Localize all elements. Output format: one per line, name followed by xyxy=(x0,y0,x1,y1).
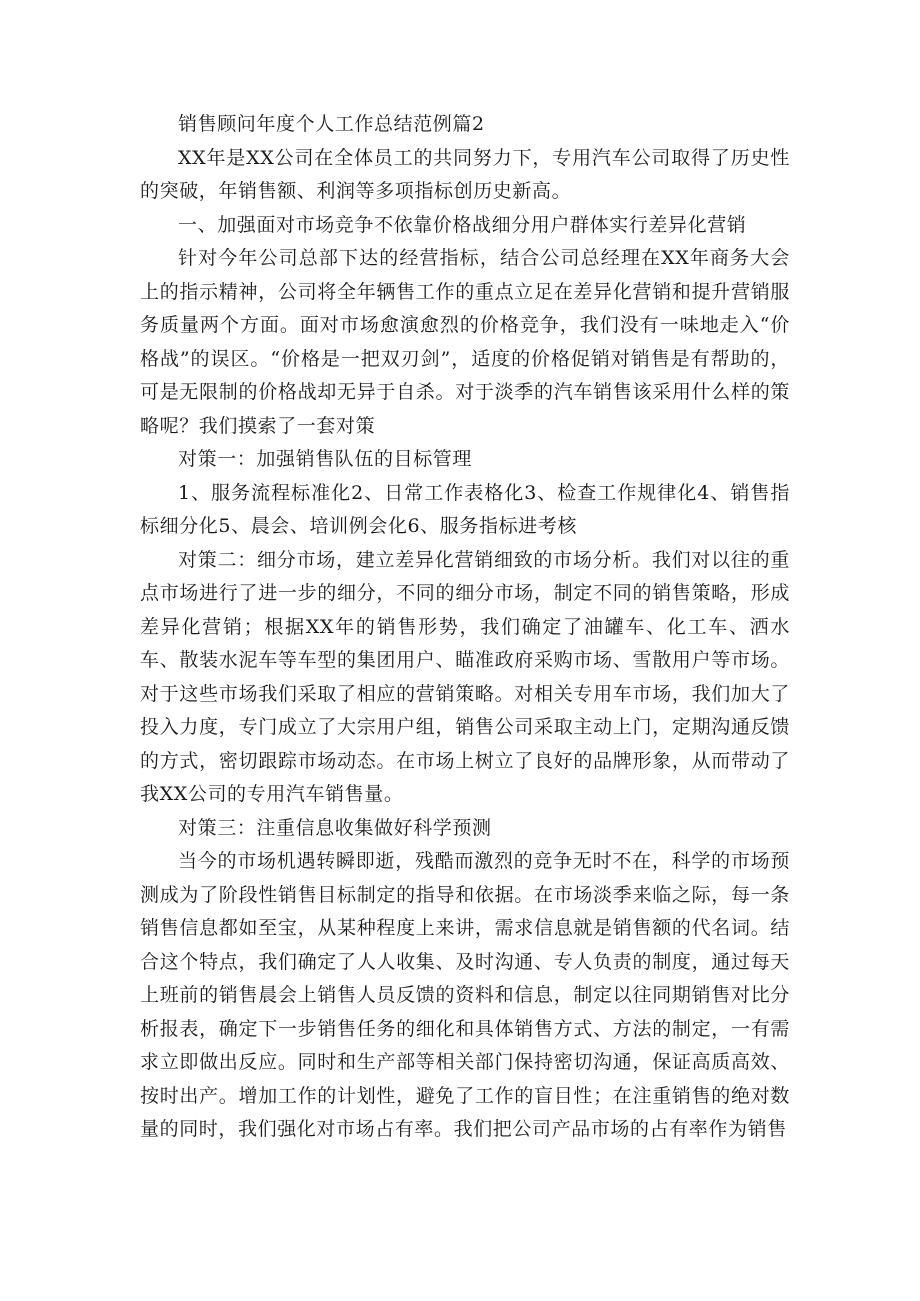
strategy-heading-1: 对策一：加强销售队伍的目标管理 xyxy=(178,448,473,470)
body-paragraph: 针对今年公司总部下达的经营指标，结合公司总经理在XX年商务大会上的指示精神，公司将全年辆售工作的重点立足在差异化营销和提升营销服务质量两个方面。面对市场愈演愈烈的价格竞争，我们没有一味地走入“价格战”的误区。“价格是一把双刃剑”，适度的价格促销对销售是有帮助的，可是无限制的价格战却无异于自杀。对于淡季的汽车销售该采用什么样的策略呢？我们摸索了一套对策 xyxy=(140,247,790,437)
strategy-2-paragraph: 对策二：细分市场，建立差异化营销细致的市场分析。我们对以往的重点市场进行了进一步的细分，不同的细分市场，制定不同的销售策略，形成差异化营销；根据XX年的销售形势，我们确定了油罐车、化工车、洒水车、散装水泥车等车型的集团用户、瞄准政府采购市场、雪散用户等市场。对于这些市场我们采取了相应的营销策略。对相关专用车市场，我们加大了投入力度，专门成立了大宗用户组，销售公司采取主动上门，定期沟通反馈的方式，密切跟踪市场动态。在市场上树立了良好的品牌形象，从而带动了我XX公司的专用汽车销售量。 xyxy=(140,548,790,805)
strategy-list-paragraph: 1、服务流程标准化2、日常工作表格化3、检查工作规律化4、销售指标细分化5、晨会、培训例会化6、服务指标进考核 xyxy=(140,481,790,537)
document-title: 销售顾问年度个人工作总结范例篇2 xyxy=(178,113,485,135)
document-body xyxy=(140,108,790,1147)
intro-paragraph: XX年是XX公司在全体员工的共同努力下，专用汽车公司取得了历史性的突破，年销售额、利润等多项指标创历史新高。 xyxy=(140,146,790,202)
strategy-heading-3: 对策三：注重信息收集做好科学预测 xyxy=(178,816,492,839)
section-heading-1: 一、加强面对市场竞争不依靠价格战细分用户群体实行差异化营销 xyxy=(178,213,747,236)
body-paragraph: 当今的市场机遇转瞬即逝，残酷而激烈的竞争无时不在，科学的市场预测成为了阶段性销售目标制定的指导和依据。在市场淡季来临之际，每一条销售信息都如至宝，从某种程度上来讲，需求信息就是销售额的代名词。结合这个特点，我们确定了人人收集、及时沟通、专人负责的制度，通过每天上班前的销售晨会上销售人员反馈的资料和信息，制定以往同期销售对比分析报表，确定下一步销售任务的细化和具体销售方式、方法的制定，一有需求立即做出反应。同时和生产部等相关部门保持密切沟通，保证高质高效、按时出产。增加工作的计划性，避免了工作的盲目性；在注重销售的绝对数量的同时，我们强化对市场占有率。我们把公司产品市场的占有率作为销售 xyxy=(140,850,790,1140)
